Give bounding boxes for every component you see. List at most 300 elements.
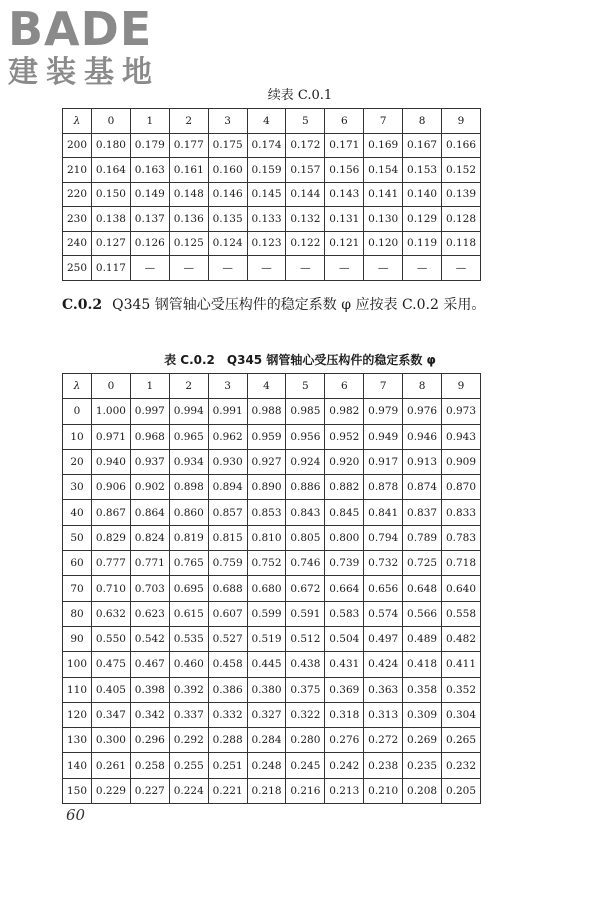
coefficient-cell: 0.235	[403, 753, 442, 778]
coefficient-cell: 0.902	[130, 475, 169, 500]
coefficient-cell: 0.179	[130, 133, 169, 158]
coefficient-cell: 0.131	[325, 207, 364, 232]
lambda-cell: 90	[63, 626, 92, 651]
coefficient-cell: 0.251	[208, 753, 247, 778]
coefficient-cell: 0.255	[169, 753, 208, 778]
coefficient-cell: 0.213	[325, 778, 364, 803]
coefficient-cell: 0.121	[325, 231, 364, 256]
coefficient-cell: 0.894	[208, 475, 247, 500]
coefficient-cell: 0.130	[364, 207, 403, 232]
coefficient-cell: 0.460	[169, 652, 208, 677]
coefficient-cell: 0.144	[286, 182, 325, 207]
coefficient-cell: 0.874	[403, 475, 442, 500]
coefficient-cell: 0.819	[169, 525, 208, 550]
coefficient-cell: 0.591	[286, 601, 325, 626]
lambda-cell: 10	[63, 424, 92, 449]
coefficient-cell: —	[325, 256, 364, 281]
coefficient-cell: 0.695	[169, 576, 208, 601]
coefficient-cell: 0.777	[92, 551, 131, 576]
lambda-cell: 60	[63, 551, 92, 576]
lambda-cell: 100	[63, 652, 92, 677]
coefficient-cell: 0.607	[208, 601, 247, 626]
table-row	[63, 475, 481, 500]
coefficient-cell: 0.917	[364, 449, 403, 474]
coefficient-cell: 0.497	[364, 626, 403, 651]
lambda-cell: 50	[63, 525, 92, 550]
coefficient-cell: 0.405	[92, 677, 131, 702]
column-header: 5	[286, 109, 325, 134]
coefficient-cell: 0.154	[364, 158, 403, 183]
coefficient-cell: 0.224	[169, 778, 208, 803]
logo-tagline: 建装基地	[8, 55, 160, 90]
column-header: 8	[403, 374, 442, 399]
coefficient-cell: 0.137	[130, 207, 169, 232]
coefficient-cell: 0.313	[364, 702, 403, 727]
coefficient-cell: 0.909	[442, 449, 481, 474]
table-row	[63, 702, 481, 727]
table-row	[63, 778, 481, 803]
coefficient-cell: 0.783	[442, 525, 481, 550]
coefficient-cell: 0.156	[325, 158, 364, 183]
coefficient-cell: 0.946	[403, 424, 442, 449]
coefficient-cell: 0.261	[92, 753, 131, 778]
coefficient-cell: 0.232	[442, 753, 481, 778]
coefficient-cell: 0.794	[364, 525, 403, 550]
coefficient-cell: 0.971	[92, 424, 131, 449]
coefficient-cell: 0.210	[364, 778, 403, 803]
coefficient-cell: 0.997	[130, 399, 169, 424]
coefficient-cell: 0.949	[364, 424, 403, 449]
coefficient-cell: 0.739	[325, 551, 364, 576]
coefficient-cell: 0.837	[403, 500, 442, 525]
coefficient-cell: 0.229	[92, 778, 131, 803]
coefficient-cell: 0.424	[364, 652, 403, 677]
coefficient-cell: 0.117	[92, 256, 131, 281]
lambda-cell: 250	[63, 256, 92, 281]
coefficient-cell: 0.535	[169, 626, 208, 651]
coefficient-cell: 0.135	[208, 207, 247, 232]
coefficient-cell: 0.352	[442, 677, 481, 702]
coefficient-cell: 0.680	[247, 576, 286, 601]
table1-caption: 续表 C.0.1	[267, 88, 333, 103]
page-number: 60	[66, 806, 86, 824]
coefficient-cell: 0.718	[442, 551, 481, 576]
coefficient-cell: 0.342	[130, 702, 169, 727]
coefficient-cell: 0.386	[208, 677, 247, 702]
coefficient-cell: 0.327	[247, 702, 286, 727]
coefficient-cell: 0.166	[442, 133, 481, 158]
column-header: 3	[208, 109, 247, 134]
coefficient-cell: 0.458	[208, 652, 247, 677]
coefficient-cell: 0.991	[208, 399, 247, 424]
coefficient-cell: 0.789	[403, 525, 442, 550]
coefficient-cell: 0.930	[208, 449, 247, 474]
lambda-cell: 20	[63, 449, 92, 474]
coefficient-cell: 0.913	[403, 449, 442, 474]
coefficient-cell: 0.347	[92, 702, 131, 727]
table-header-row	[63, 109, 481, 134]
coefficient-cell: 0.161	[169, 158, 208, 183]
lambda-cell: 70	[63, 576, 92, 601]
coefficient-cell: 0.172	[286, 133, 325, 158]
coefficient-cell: 0.864	[130, 500, 169, 525]
brand-logo	[8, 4, 160, 90]
coefficient-cell: 0.867	[92, 500, 131, 525]
coefficient-cell: 0.906	[92, 475, 131, 500]
coefficient-cell: 0.272	[364, 728, 403, 753]
coefficient-cell: —	[364, 256, 403, 281]
lambda-cell: 0	[63, 399, 92, 424]
coefficient-cell: 0.550	[92, 626, 131, 651]
table2-caption	[0, 351, 600, 368]
coefficient-cell: 0.445	[247, 652, 286, 677]
coefficient-cell: 0.765	[169, 551, 208, 576]
column-header: 7	[364, 109, 403, 134]
coefficient-cell: 0.886	[286, 475, 325, 500]
coefficient-cell: 0.118	[442, 231, 481, 256]
table-row	[63, 231, 481, 256]
coefficient-cell: 0.160	[208, 158, 247, 183]
table-row	[63, 133, 481, 158]
coefficient-cell: 0.120	[364, 231, 403, 256]
table-row	[63, 449, 481, 474]
table-row	[63, 576, 481, 601]
column-header: 1	[130, 374, 169, 399]
coefficient-cell: 0.833	[442, 500, 481, 525]
lambda-header: λ	[63, 109, 92, 134]
column-header: 5	[286, 374, 325, 399]
coefficient-cell: 0.221	[208, 778, 247, 803]
coefficient-cell: 0.467	[130, 652, 169, 677]
table-row	[63, 551, 481, 576]
coefficient-cell: 0.149	[130, 182, 169, 207]
coefficient-cell: 0.438	[286, 652, 325, 677]
coefficient-cell: 0.380	[247, 677, 286, 702]
coefficient-cell: 0.940	[92, 449, 131, 474]
table2-caption-text: Q345 钢管轴心受压构件的稳定系数 φ	[226, 353, 436, 367]
coefficient-cell: 0.318	[325, 702, 364, 727]
coefficient-cell: 0.148	[169, 182, 208, 207]
coefficient-cell: 0.519	[247, 626, 286, 651]
coefficient-cell: 0.265	[442, 728, 481, 753]
lambda-cell: 240	[63, 231, 92, 256]
column-header: 0	[92, 374, 131, 399]
column-header: 2	[169, 374, 208, 399]
coefficient-cell: 0.968	[130, 424, 169, 449]
coefficient-cell: 0.153	[403, 158, 442, 183]
coefficient-cell: 0.527	[208, 626, 247, 651]
coefficient-cell: 0.218	[247, 778, 286, 803]
coefficient-cell: 0.136	[169, 207, 208, 232]
column-header: 9	[442, 109, 481, 134]
lambda-cell: 30	[63, 475, 92, 500]
stability-table-continued	[62, 108, 481, 281]
coefficient-cell: —	[442, 256, 481, 281]
coefficient-cell: 0.337	[169, 702, 208, 727]
table-row	[63, 601, 481, 626]
coefficient-cell: 0.952	[325, 424, 364, 449]
table-row	[63, 753, 481, 778]
coefficient-cell: 0.138	[92, 207, 131, 232]
column-header: 8	[403, 109, 442, 134]
coefficient-cell: —	[208, 256, 247, 281]
coefficient-cell: 0.973	[442, 399, 481, 424]
table-row	[63, 256, 481, 281]
coefficient-cell: —	[130, 256, 169, 281]
coefficient-cell: —	[169, 256, 208, 281]
coefficient-cell: 0.725	[403, 551, 442, 576]
coefficient-cell: 0.965	[169, 424, 208, 449]
table-row	[63, 652, 481, 677]
coefficient-cell: 0.269	[403, 728, 442, 753]
coefficient-cell: 0.143	[325, 182, 364, 207]
coefficient-cell: 0.574	[364, 601, 403, 626]
coefficient-cell: 0.558	[442, 601, 481, 626]
coefficient-cell: 0.245	[286, 753, 325, 778]
lambda-cell: 140	[63, 753, 92, 778]
coefficient-cell: 0.504	[325, 626, 364, 651]
lambda-cell: 40	[63, 500, 92, 525]
column-header: 3	[208, 374, 247, 399]
coefficient-cell: 0.924	[286, 449, 325, 474]
q345-stability-table	[62, 373, 481, 804]
coefficient-cell: 0.489	[403, 626, 442, 651]
coefficient-cell: 0.976	[403, 399, 442, 424]
column-header: 6	[325, 374, 364, 399]
table-header-row	[63, 374, 481, 399]
coefficient-cell: 0.164	[92, 158, 131, 183]
coefficient-cell: 0.815	[208, 525, 247, 550]
coefficient-cell: 0.648	[403, 576, 442, 601]
coefficient-cell: 0.703	[130, 576, 169, 601]
coefficient-cell: 0.845	[325, 500, 364, 525]
coefficient-cell: 0.369	[325, 677, 364, 702]
coefficient-cell: 0.431	[325, 652, 364, 677]
coefficient-cell: 0.132	[286, 207, 325, 232]
table2-caption-label: 表 C.0.2	[164, 353, 215, 367]
coefficient-cell: 0.258	[130, 753, 169, 778]
coefficient-cell: 0.309	[403, 702, 442, 727]
coefficient-cell: 0.982	[325, 399, 364, 424]
coefficient-cell: 0.284	[247, 728, 286, 753]
coefficient-cell: 0.411	[442, 652, 481, 677]
coefficient-cell: 0.125	[169, 231, 208, 256]
coefficient-cell: 0.238	[364, 753, 403, 778]
coefficient-cell: 0.169	[364, 133, 403, 158]
coefficient-cell: 0.174	[247, 133, 286, 158]
coefficient-cell: 0.145	[247, 182, 286, 207]
coefficient-cell: 0.956	[286, 424, 325, 449]
coefficient-cell: 0.140	[403, 182, 442, 207]
coefficient-cell: 0.296	[130, 728, 169, 753]
coefficient-cell: 0.771	[130, 551, 169, 576]
coefficient-cell: 0.962	[208, 424, 247, 449]
coefficient-cell: 0.688	[208, 576, 247, 601]
coefficient-cell: 0.205	[442, 778, 481, 803]
coefficient-cell: 0.805	[286, 525, 325, 550]
coefficient-cell: 0.841	[364, 500, 403, 525]
coefficient-cell: 0.583	[325, 601, 364, 626]
coefficient-cell: 0.163	[130, 158, 169, 183]
coefficient-cell: 0.959	[247, 424, 286, 449]
coefficient-cell: 0.985	[286, 399, 325, 424]
coefficient-cell: 0.615	[169, 601, 208, 626]
coefficient-cell: 0.123	[247, 231, 286, 256]
column-header: 6	[325, 109, 364, 134]
coefficient-cell: 0.122	[286, 231, 325, 256]
table-row	[63, 626, 481, 651]
coefficient-cell: 0.127	[92, 231, 131, 256]
coefficient-cell: 0.363	[364, 677, 403, 702]
coefficient-cell: 0.157	[286, 158, 325, 183]
coefficient-cell: —	[286, 256, 325, 281]
coefficient-cell: 1.000	[92, 399, 131, 424]
coefficient-cell: 0.857	[208, 500, 247, 525]
coefficient-cell: 0.878	[364, 475, 403, 500]
coefficient-cell: 0.482	[442, 626, 481, 651]
table-row	[63, 500, 481, 525]
coefficient-cell: 0.150	[92, 182, 131, 207]
coefficient-cell: 0.139	[442, 182, 481, 207]
coefficient-cell: 0.632	[92, 601, 131, 626]
coefficient-cell: 0.994	[169, 399, 208, 424]
coefficient-cell: 0.752	[247, 551, 286, 576]
coefficient-cell: 0.280	[286, 728, 325, 753]
coefficient-cell: 0.171	[325, 133, 364, 158]
coefficient-cell: 0.988	[247, 399, 286, 424]
coefficient-cell: 0.937	[130, 449, 169, 474]
lambda-cell: 130	[63, 728, 92, 753]
column-header: 7	[364, 374, 403, 399]
coefficient-cell: 0.853	[247, 500, 286, 525]
coefficient-cell: 0.656	[364, 576, 403, 601]
column-header: 4	[247, 109, 286, 134]
table-row	[63, 728, 481, 753]
column-header: 0	[92, 109, 131, 134]
coefficient-cell: 0.542	[130, 626, 169, 651]
coefficient-cell: 0.242	[325, 753, 364, 778]
lambda-cell: 150	[63, 778, 92, 803]
lambda-cell: 220	[63, 182, 92, 207]
coefficient-cell: —	[247, 256, 286, 281]
coefficient-cell: 0.177	[169, 133, 208, 158]
column-header: 9	[442, 374, 481, 399]
coefficient-cell: 0.599	[247, 601, 286, 626]
coefficient-cell: 0.860	[169, 500, 208, 525]
coefficient-cell: 0.898	[169, 475, 208, 500]
coefficient-cell: 0.129	[403, 207, 442, 232]
coefficient-cell: 0.927	[247, 449, 286, 474]
coefficient-cell: 0.133	[247, 207, 286, 232]
coefficient-cell: 0.829	[92, 525, 131, 550]
coefficient-cell: 0.304	[442, 702, 481, 727]
coefficient-cell: 0.475	[92, 652, 131, 677]
coefficient-cell: 0.146	[208, 182, 247, 207]
coefficient-cell: 0.119	[403, 231, 442, 256]
coefficient-cell: 0.890	[247, 475, 286, 500]
coefficient-cell: 0.664	[325, 576, 364, 601]
coefficient-cell: 0.159	[247, 158, 286, 183]
coefficient-cell: 0.141	[364, 182, 403, 207]
lambda-cell: 200	[63, 133, 92, 158]
column-header: 2	[169, 109, 208, 134]
section-number: C.0.2	[62, 297, 103, 313]
coefficient-cell: 0.824	[130, 525, 169, 550]
table-row	[63, 424, 481, 449]
coefficient-cell: 0.152	[442, 158, 481, 183]
coefficient-cell: 0.128	[442, 207, 481, 232]
coefficient-cell: 0.418	[403, 652, 442, 677]
coefficient-cell: 0.126	[130, 231, 169, 256]
coefficient-cell: 0.566	[403, 601, 442, 626]
coefficient-cell: 0.208	[403, 778, 442, 803]
coefficient-cell: 0.810	[247, 525, 286, 550]
coefficient-cell: 0.746	[286, 551, 325, 576]
coefficient-cell: 0.358	[403, 677, 442, 702]
lambda-cell: 120	[63, 702, 92, 727]
coefficient-cell: 0.332	[208, 702, 247, 727]
coefficient-cell: 0.843	[286, 500, 325, 525]
coefficient-cell: 0.276	[325, 728, 364, 753]
coefficient-cell: 0.870	[442, 475, 481, 500]
coefficient-cell: 0.300	[92, 728, 131, 753]
coefficient-cell: 0.672	[286, 576, 325, 601]
coefficient-cell: 0.512	[286, 626, 325, 651]
section-paragraph	[62, 294, 492, 317]
table-row	[63, 525, 481, 550]
table-row	[63, 207, 481, 232]
coefficient-cell: 0.167	[403, 133, 442, 158]
coefficient-cell: 0.292	[169, 728, 208, 753]
lambda-header: λ	[63, 374, 92, 399]
coefficient-cell: 0.800	[325, 525, 364, 550]
coefficient-cell: 0.623	[130, 601, 169, 626]
coefficient-cell: 0.288	[208, 728, 247, 753]
coefficient-cell: 0.640	[442, 576, 481, 601]
table-row	[63, 677, 481, 702]
coefficient-cell: 0.392	[169, 677, 208, 702]
coefficient-cell: 0.732	[364, 551, 403, 576]
coefficient-cell: 0.124	[208, 231, 247, 256]
coefficient-cell: 0.398	[130, 677, 169, 702]
coefficient-cell: 0.882	[325, 475, 364, 500]
table-row	[63, 158, 481, 183]
coefficient-cell: —	[403, 256, 442, 281]
coefficient-cell: 0.979	[364, 399, 403, 424]
coefficient-cell: 0.943	[442, 424, 481, 449]
column-header: 4	[247, 374, 286, 399]
coefficient-cell: 0.920	[325, 449, 364, 474]
coefficient-cell: 0.227	[130, 778, 169, 803]
coefficient-cell: 0.322	[286, 702, 325, 727]
coefficient-cell: 0.375	[286, 677, 325, 702]
lambda-cell: 230	[63, 207, 92, 232]
coefficient-cell: 0.710	[92, 576, 131, 601]
section-text: Q345 钢管轴心受压构件的稳定系数 φ 应按表 C.0.2 采用。	[112, 297, 486, 313]
lambda-cell: 80	[63, 601, 92, 626]
coefficient-cell: 0.759	[208, 551, 247, 576]
column-header: 1	[130, 109, 169, 134]
lambda-cell: 210	[63, 158, 92, 183]
coefficient-cell: 0.175	[208, 133, 247, 158]
table-row	[63, 399, 481, 424]
lambda-cell: 110	[63, 677, 92, 702]
coefficient-cell: 0.934	[169, 449, 208, 474]
table-row	[63, 182, 481, 207]
coefficient-cell: 0.248	[247, 753, 286, 778]
logo-wordmark: BADE	[8, 2, 153, 56]
coefficient-cell: 0.180	[92, 133, 131, 158]
